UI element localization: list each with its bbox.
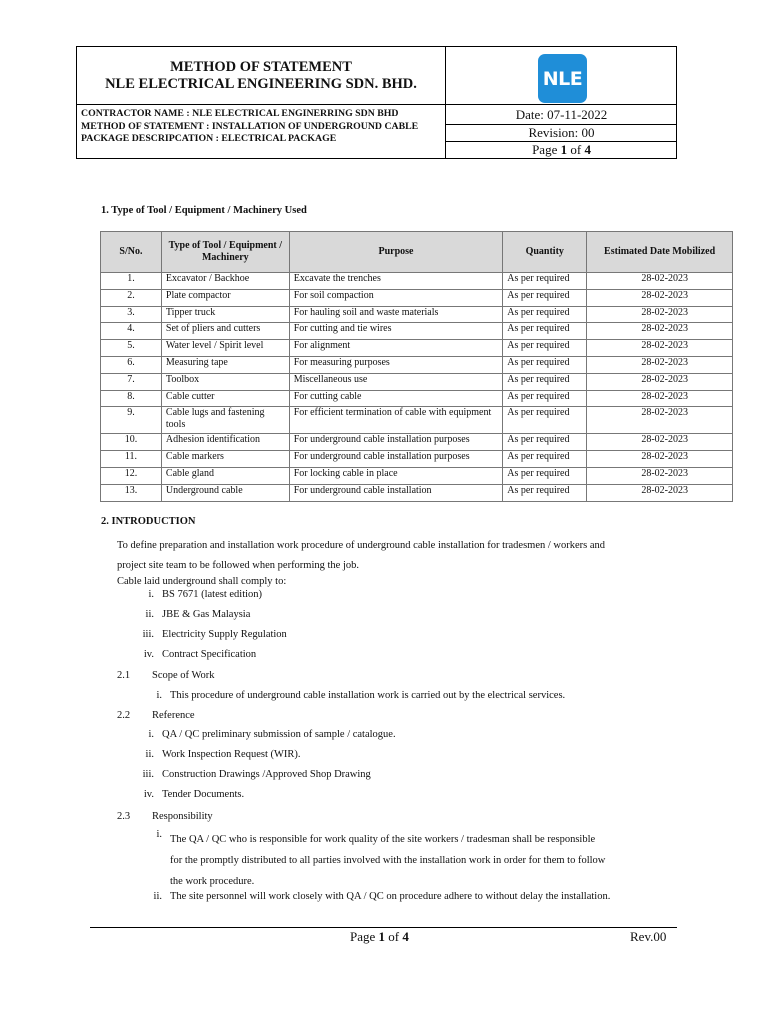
list-text: QA / QC preliminary submission of sample / catalogue.	[162, 729, 396, 740]
tool-cell: Set of pliers and cutters	[161, 323, 289, 340]
date-cell: 28-02-2023	[587, 306, 733, 323]
table-row	[101, 390, 733, 407]
serial-number-cell: 10.	[101, 434, 162, 451]
scope-item: This procedure of underground cable installation work is carried out by the electrical services.	[170, 690, 566, 701]
tool-cell: Plate compactor	[161, 289, 289, 306]
table-row	[101, 340, 733, 357]
document-header	[76, 46, 677, 159]
table-row	[101, 356, 733, 373]
table-row	[101, 467, 733, 484]
footer-page-number: Page 1 of 4	[350, 929, 409, 944]
date-cell: 28-02-2023	[587, 289, 733, 306]
section-1-heading: 1. Type of Tool / Equipment / Machinery Used	[101, 205, 307, 216]
quantity-cell: As per required	[503, 390, 587, 407]
section-2-2-number: 2.2	[117, 710, 131, 721]
quantity-cell: As per required	[503, 289, 587, 306]
table-row	[101, 484, 733, 501]
date-cell: 28-02-2023	[587, 323, 733, 340]
list-text: Work Inspection Request (WIR).	[162, 749, 301, 760]
tool-cell: Adhesion identification	[161, 434, 289, 451]
serial-number-cell: 6.	[101, 356, 162, 373]
list-number: ii.	[153, 891, 162, 902]
section-2-heading: 2. INTRODUCTION	[101, 516, 196, 527]
purpose-cell: Excavate the trenches	[289, 273, 503, 290]
column-header: Quantity	[503, 232, 587, 273]
purpose-cell: For measuring purposes	[289, 356, 503, 373]
list-number: ii.	[145, 749, 154, 760]
column-header: S/No.	[101, 232, 162, 273]
date-cell: 28-02-2023	[587, 356, 733, 373]
purpose-cell: For underground cable installation	[289, 484, 503, 501]
table-row	[101, 434, 733, 451]
document-title	[77, 59, 445, 93]
quantity-cell: As per required	[503, 273, 587, 290]
table-row	[101, 323, 733, 340]
tool-cell: Cable gland	[161, 467, 289, 484]
list-number: iv.	[143, 789, 154, 800]
date-cell: 28-02-2023	[587, 451, 733, 468]
quantity-cell: As per required	[503, 451, 587, 468]
tool-cell: Water level / Spirit level	[161, 340, 289, 357]
footer-revision: Rev.00	[630, 929, 667, 944]
contractor-name: CONTRACTOR NAME : NLE ELECTRICAL ENGINERRING SDN BHD	[81, 108, 399, 119]
list-number: iv.	[143, 649, 154, 660]
quantity-cell: As per required	[503, 467, 587, 484]
date-cell: 28-02-2023	[587, 273, 733, 290]
list-item	[120, 629, 287, 640]
list-item	[120, 649, 256, 660]
tool-cell: Cable markers	[161, 451, 289, 468]
serial-number-cell: 9.	[101, 407, 162, 434]
responsibility-line: The QA / QC who is responsible for work quality of the site workers / tradesman shall be responsible	[170, 834, 596, 845]
list-text: Construction Drawings /Approved Shop Drawing	[162, 769, 371, 780]
tool-cell: Measuring tape	[161, 356, 289, 373]
list-text: Contract Specification	[162, 649, 257, 660]
list-text: BS 7671 (latest edition)	[162, 589, 263, 600]
quantity-cell: As per required	[503, 407, 587, 434]
list-number: ii.	[145, 609, 154, 620]
purpose-cell: For locking cable in place	[289, 467, 503, 484]
date-cell: 28-02-2023	[587, 407, 733, 434]
method-statement: METHOD OF STATEMENT : INSTALLATION OF UNDERGROUND CABLE	[81, 120, 419, 132]
date-cell: 28-02-2023	[587, 340, 733, 357]
serial-number-cell: 8.	[101, 390, 162, 407]
table-header-row	[101, 232, 733, 273]
list-item	[120, 589, 262, 600]
purpose-cell: For hauling soil and waste materials	[289, 306, 503, 323]
serial-number-cell: 13.	[101, 484, 162, 501]
list-text: Electricity Supply Regulation	[162, 629, 287, 640]
serial-number-cell: 2.	[101, 289, 162, 306]
date-cell: 28-02-2023	[587, 467, 733, 484]
quantity-cell: As per required	[503, 484, 587, 501]
tool-cell: Toolbox	[161, 373, 289, 390]
purpose-cell: For soil compaction	[289, 289, 503, 306]
serial-number-cell: 7.	[101, 373, 162, 390]
responsibility-line: for the promptly distributed to all parties involved with the installation work in order for them to follow	[170, 855, 606, 866]
quantity-cell: As per required	[503, 356, 587, 373]
responsibility-line: the work procedure.	[170, 876, 255, 887]
list-text: Tender Documents.	[162, 789, 245, 800]
section-2-2-title: Reference	[152, 710, 195, 721]
section-2-1-title: Scope of Work	[152, 670, 215, 681]
header-date: Date: 07-11-2022	[515, 107, 608, 122]
quantity-cell: As per required	[503, 434, 587, 451]
list-item	[120, 769, 371, 780]
intro-line: To define preparation and installation work procedure of underground cable installation for tradesmen / workers and	[117, 540, 606, 551]
header-revision: Revision: 00	[528, 125, 595, 140]
serial-number-cell: 4.	[101, 323, 162, 340]
list-number: i.	[156, 829, 162, 840]
serial-number-cell: 11.	[101, 451, 162, 468]
purpose-cell: For efficient termination of cable with equipment	[289, 407, 503, 434]
serial-number-cell: 5.	[101, 340, 162, 357]
serial-number-cell: 12.	[101, 467, 162, 484]
section-2-3-number: 2.3	[117, 811, 131, 822]
company-logo: NLE	[538, 54, 587, 103]
tools-table	[100, 231, 733, 502]
package-description: PACKAGE DESCRIPCATION : ELECTRICAL PACKAGE	[81, 133, 337, 144]
purpose-cell: For cutting and tie wires	[289, 323, 503, 340]
comply-statement: Cable laid underground shall comply to:	[117, 576, 287, 587]
list-text: JBE & Gas Malaysia	[162, 609, 251, 620]
column-header: Type of Tool / Equipment / Machinery	[161, 232, 289, 273]
tool-cell: Underground cable	[161, 484, 289, 501]
column-header: Purpose	[289, 232, 503, 273]
intro-line: project site team to be followed when performing the job.	[117, 560, 360, 571]
list-item	[120, 729, 396, 740]
tool-cell: Excavator / Backhoe	[161, 273, 289, 290]
tool-cell: Cable lugs and fastening tools	[161, 407, 289, 434]
header-page-number: Page 1 of 4	[532, 142, 591, 157]
quantity-cell: As per required	[503, 373, 587, 390]
title-line-1: METHOD OF STATEMENT	[170, 59, 352, 75]
responsibility-item: The site personnel will work closely with QA / QC on procedure adhere to without delay the installation.	[170, 891, 611, 902]
date-cell: 28-02-2023	[587, 373, 733, 390]
footer-divider	[90, 927, 677, 928]
quantity-cell: As per required	[503, 306, 587, 323]
list-number: i.	[148, 589, 154, 600]
section-2-3-title: Responsibility	[152, 811, 213, 822]
header-divider	[77, 104, 676, 105]
purpose-cell: For underground cable installation purposes	[289, 434, 503, 451]
list-item	[120, 609, 250, 620]
date-cell: 28-02-2023	[587, 484, 733, 501]
list-number: iii.	[142, 629, 154, 640]
table-row	[101, 407, 733, 434]
date-cell: 28-02-2023	[587, 434, 733, 451]
date-cell: 28-02-2023	[587, 390, 733, 407]
title-line-2: NLE ELECTRICAL ENGINEERING SDN. BHD.	[105, 76, 417, 92]
table-row	[101, 273, 733, 290]
purpose-cell: For alignment	[289, 340, 503, 357]
list-number: i.	[148, 729, 154, 740]
quantity-cell: As per required	[503, 340, 587, 357]
quantity-cell: As per required	[503, 323, 587, 340]
purpose-cell: Miscellaneous use	[289, 373, 503, 390]
table-row	[101, 373, 733, 390]
table-row	[101, 289, 733, 306]
tool-cell: Cable cutter	[161, 390, 289, 407]
responsibility-item	[170, 829, 605, 892]
table-row	[101, 451, 733, 468]
list-item	[120, 749, 301, 760]
intro-paragraph	[117, 536, 605, 576]
serial-number-cell: 3.	[101, 306, 162, 323]
tool-cell: Tipper truck	[161, 306, 289, 323]
purpose-cell: For cutting cable	[289, 390, 503, 407]
serial-number-cell: 1.	[101, 273, 162, 290]
purpose-cell: For underground cable installation purposes	[289, 451, 503, 468]
table-row	[101, 306, 733, 323]
list-item	[120, 789, 244, 800]
column-header: Estimated Date Mobilized	[587, 232, 733, 273]
contract-info	[81, 108, 443, 146]
section-2-1-number: 2.1	[117, 670, 131, 681]
list-number: i.	[156, 690, 162, 701]
list-number: iii.	[142, 769, 154, 780]
